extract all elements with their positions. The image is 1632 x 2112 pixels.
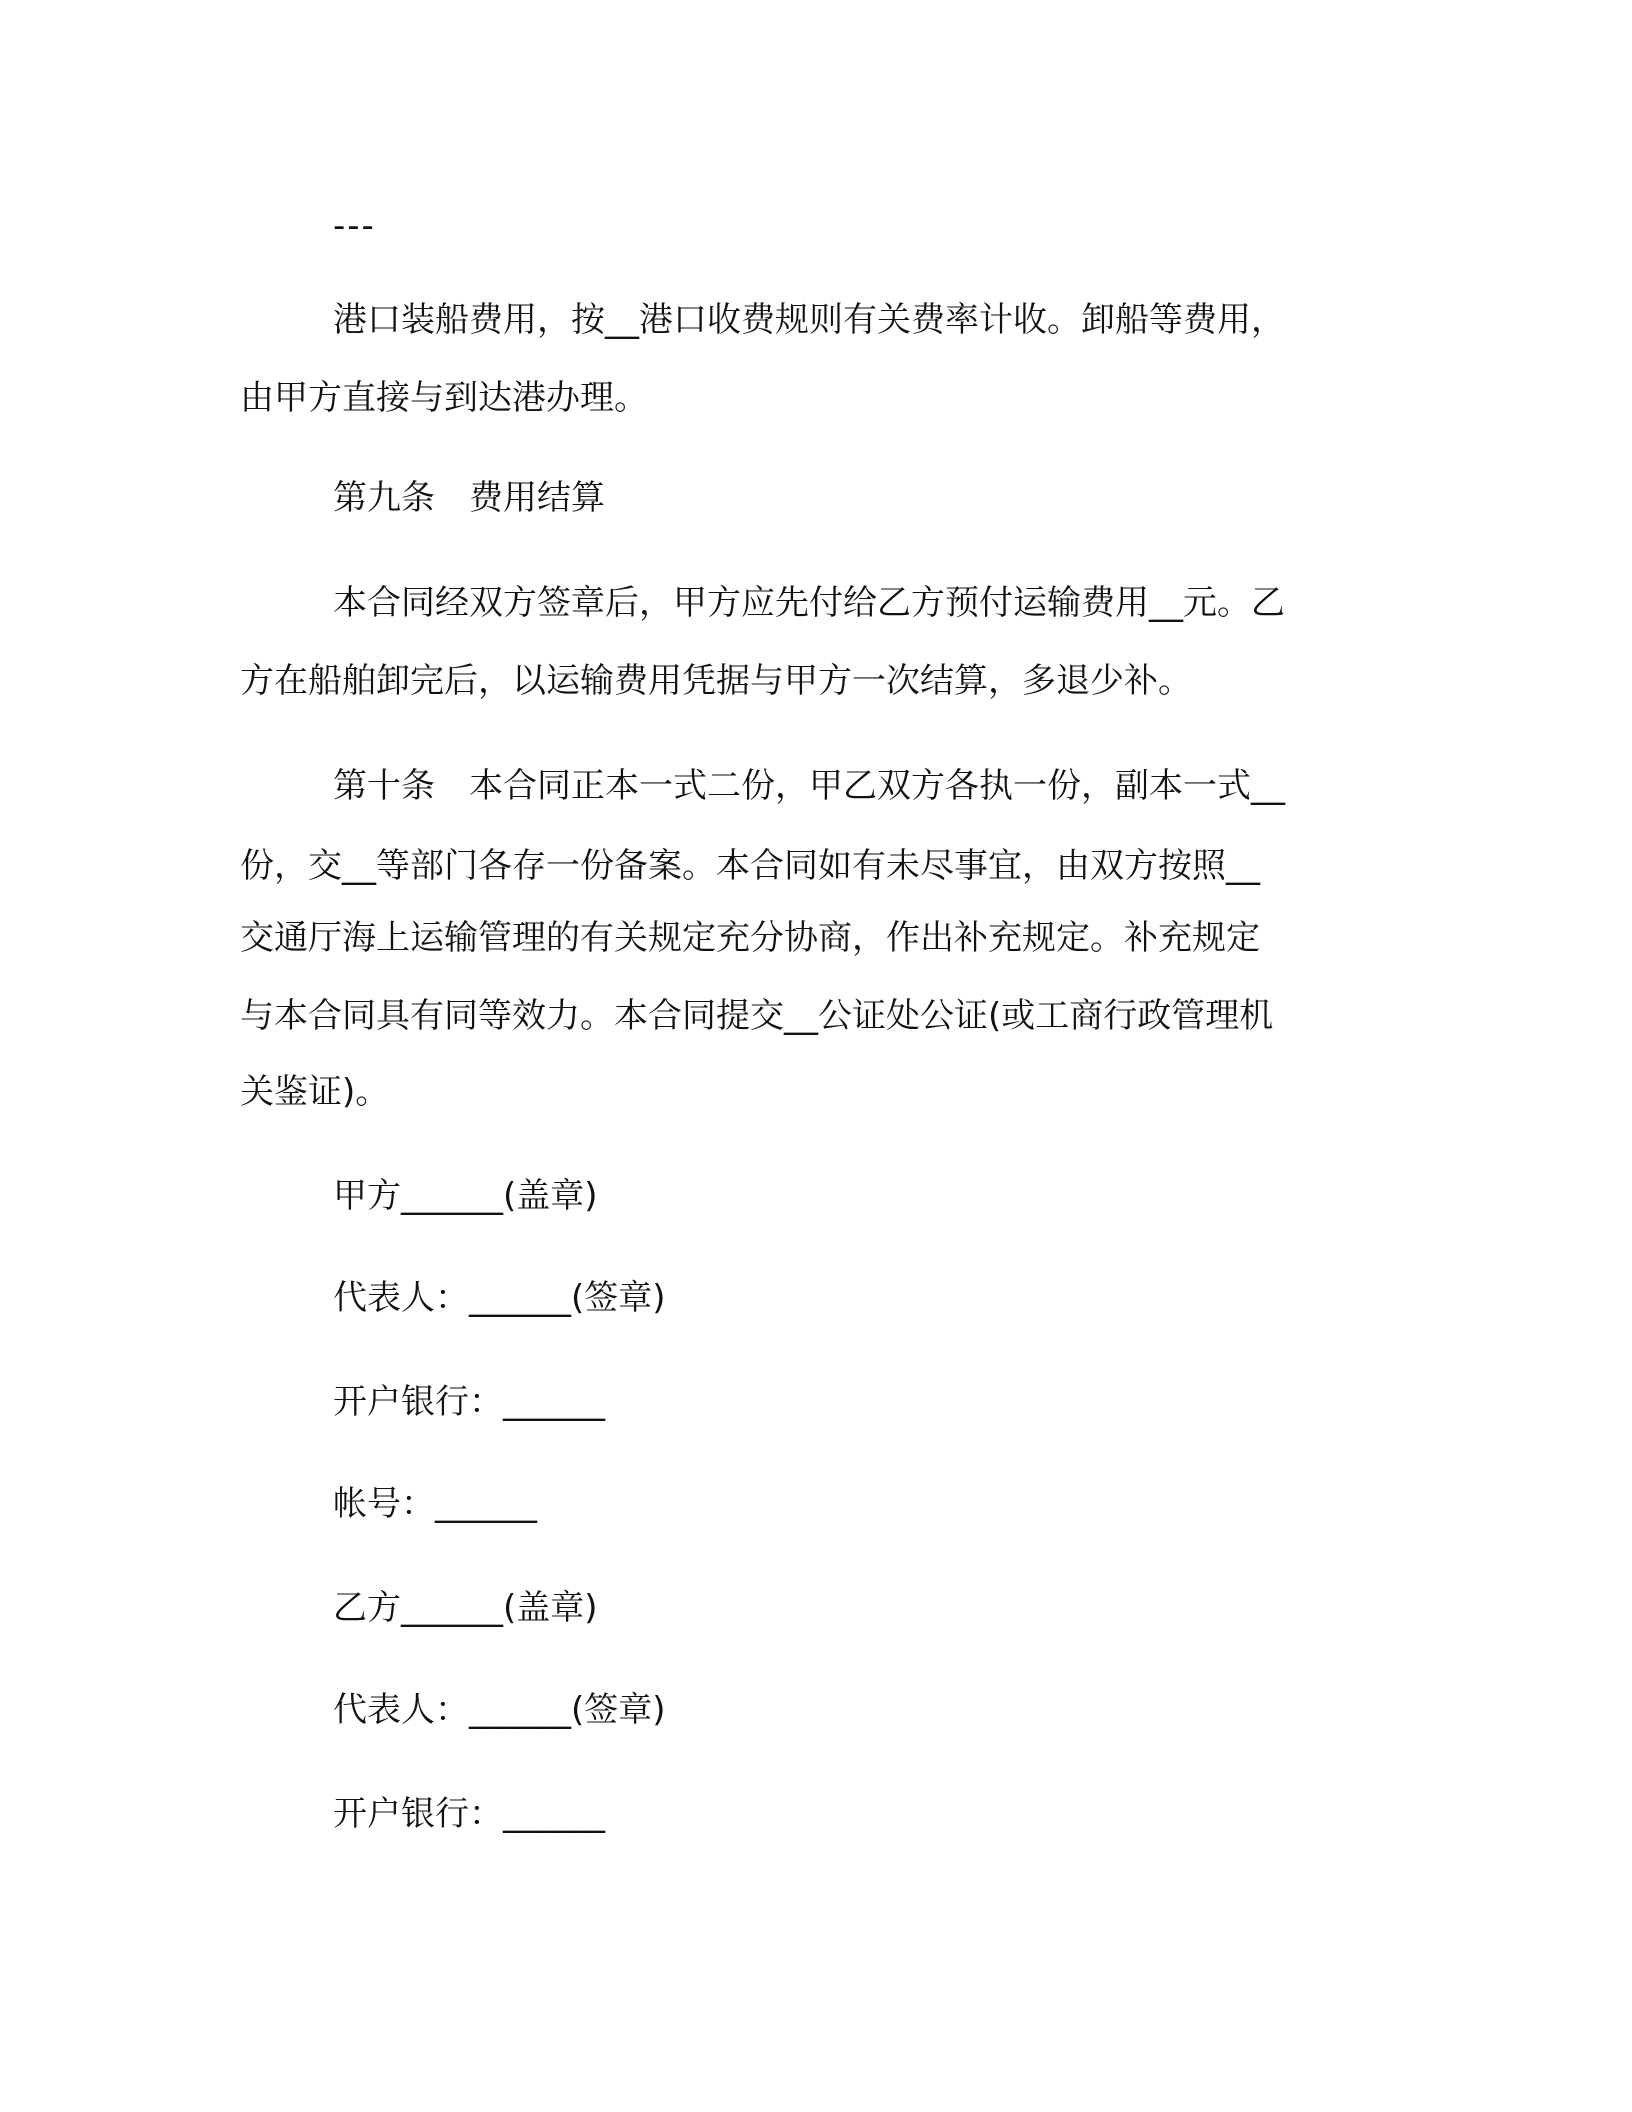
party-a-account-line: 帐号：______ [333,1484,537,1524]
article-10-paragraph-line-2: 份，交__等部门各存一份备案。本合同如有未尽事宜，由双方按照__ [240,846,1260,886]
port-fee-paragraph-line-1: 港口装船费用，按__港口收费规则有关费率计收。卸船等费用， [333,300,1285,340]
article-9-paragraph-line-1: 本合同经双方签章后，甲方应先付给乙方预付运输费用__元。乙 [333,583,1285,623]
separator-text: --- [333,206,376,246]
party-b-bank-line: 开户银行：______ [333,1794,605,1834]
article-10-paragraph-line-4: 与本合同具有同等效力。本合同提交__公证处公证(或工商行政管理机 [240,996,1274,1036]
party-a-representative-line: 代表人：______(签章) [333,1278,666,1318]
article-9-paragraph-line-2: 方在船舶卸完后，以运输费用凭据与甲方一次结算，多退少补。 [240,661,1192,701]
article-10-paragraph-line-1: 第十条 本合同正本一式二份，甲乙双方各执一份，副本一式__ [333,766,1285,806]
party-b-seal-line: 乙方______(盖章) [333,1588,598,1628]
party-a-bank-line: 开户银行：______ [333,1382,605,1422]
article-10-paragraph-line-3: 交通厅海上运输管理的有关规定充分协商，作出补充规定。补充规定 [240,918,1260,958]
party-a-seal-line: 甲方______(盖章) [333,1176,598,1216]
article-10-paragraph-line-5: 关鉴证)。 [240,1072,390,1112]
party-b-representative-line: 代表人：______(签章) [333,1690,666,1730]
article-9-heading: 第九条 费用结算 [333,478,605,518]
port-fee-paragraph-line-2: 由甲方直接与到达港办理。 [240,378,648,418]
